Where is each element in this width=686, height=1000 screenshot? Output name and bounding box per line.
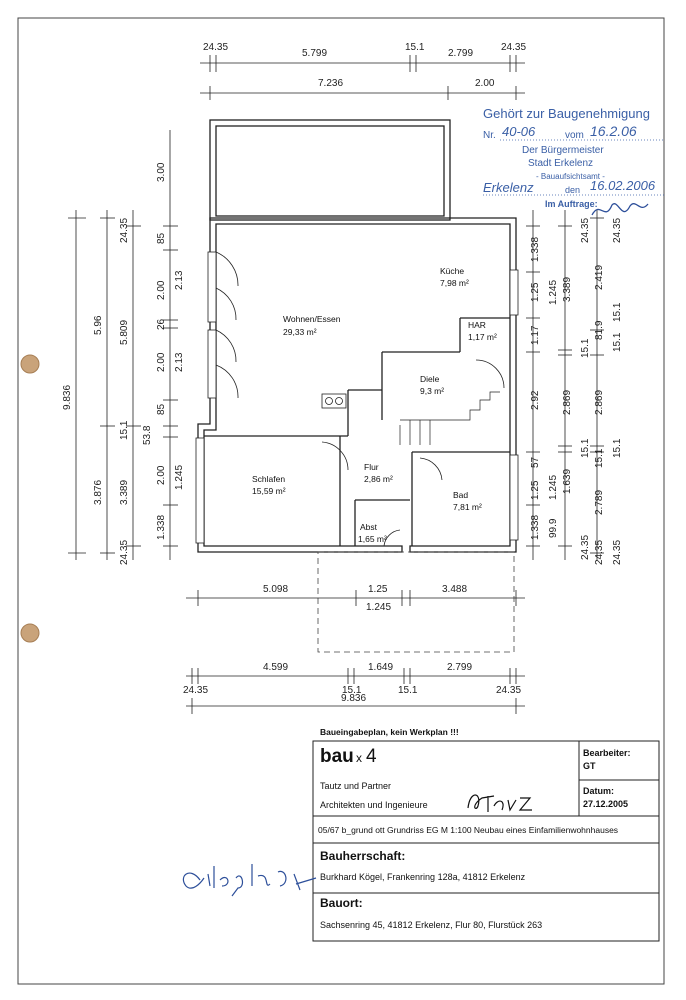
dim-top1-0: 24.35: [203, 42, 229, 53]
room-schlafen-area: 15,59 m²: [252, 486, 286, 496]
room-schlafen-name: Schlafen: [252, 474, 286, 484]
dim-top1-1: 5.799: [302, 48, 328, 59]
dim-left-small-2: 24.35: [119, 539, 130, 565]
dim-right3-4: 15.1: [594, 448, 605, 468]
dim-right4-3: 15.1: [612, 438, 623, 458]
dim-bottom1-3: 1.245: [366, 602, 392, 613]
tb-firm1: Tautz und Partner: [320, 781, 392, 791]
dim-right3-2: 81.9: [594, 320, 605, 340]
dim-right2-7: 99.9: [548, 518, 559, 538]
dim-bottom3-1: 15.1: [342, 685, 362, 696]
tb-notice: Baueingabeplan, kein Werkplan !!!: [320, 727, 459, 737]
title-block: [313, 727, 659, 941]
dim-right2-6: 1.639: [562, 468, 573, 494]
dim-top2-1: 2.00: [475, 78, 495, 89]
dim-bottom3-3: 24.35: [496, 685, 522, 696]
architect-signature: [468, 795, 532, 812]
stamp-line2: Stadt Erkelenz: [528, 158, 594, 169]
dim-left-outer: 9.836: [62, 384, 73, 410]
room-wohnen-area: 29,33 m²: [283, 327, 317, 337]
tb-datum-label: Datum:: [583, 786, 614, 796]
dim-right2-5: 1.245: [548, 474, 559, 500]
tb-bauort-value: Sachsenring 45, 41812 Erkelenz, Flur 80, Flurstück 263: [320, 920, 543, 930]
stamp-den-value: 16.02.2006: [590, 178, 656, 193]
dim-right1-0: 1.338: [530, 236, 541, 262]
dim-top2-0: 7.236: [318, 78, 344, 89]
dim-bottom2-0: 4.599: [263, 662, 289, 673]
carport-outline: [318, 552, 514, 652]
stamp-line3: - Bauaufsichtsamt -: [536, 172, 605, 181]
dim-bottom1-2: 3.488: [442, 584, 468, 595]
tb-bearbeiter-label: Bearbeiter:: [583, 748, 631, 758]
dim-left-col-3: 2.13: [174, 270, 185, 290]
stamp-signature: [592, 204, 648, 215]
dim-right4-4: 24.35: [612, 539, 623, 565]
tb-logo-bau: bau: [320, 746, 354, 767]
dim-left-col-0: 3.00: [156, 162, 167, 182]
dim-left-mid-1: 3.876: [93, 479, 104, 505]
owner-signature: [183, 864, 316, 896]
dim-bottom3-2: 15.1: [398, 685, 418, 696]
room-diele-area: 9,3 m²: [420, 386, 445, 396]
dim-left-col-9: 2.00: [156, 465, 167, 485]
stamp-line1: Der Bürgermeister: [522, 145, 604, 156]
dim-left-col-4: 26: [156, 318, 167, 330]
room-diele-name: Diele: [420, 374, 440, 384]
dim-top1-2: 15.1: [405, 42, 425, 53]
stamp-vom-label: vom: [565, 130, 584, 141]
dim-bottom1-1: 1.25: [368, 584, 388, 595]
dim-left-mid-0: 5.96: [93, 315, 104, 335]
tb-bauherr-value: Burkhard Kögel, Frankenring 128a, 41812 Erkelenz: [320, 872, 526, 882]
stamp-nr-label: Nr.: [483, 130, 496, 141]
dim-bottom1-0: 5.098: [263, 584, 289, 595]
room-abst-name: Abst: [360, 522, 378, 532]
dim-left-col-2: 2.00: [156, 280, 167, 300]
dim-bottom3-4: 9.836: [341, 693, 367, 704]
dim-top1-3: 2.799: [448, 48, 474, 59]
punch-hole-icon: [21, 355, 39, 373]
dim-right2-1: 3.389: [562, 276, 573, 302]
dim-right1-2: 1.17: [530, 325, 541, 345]
stamp-nr-value: 40-06: [502, 124, 536, 139]
dim-right1-1: 1.25: [530, 282, 541, 302]
dim-left-col-8: 53.8: [142, 425, 153, 445]
room-kueche-area: 7,98 m²: [440, 278, 469, 288]
dim-left-col-7: 85: [156, 403, 167, 415]
room-abst-area: 1,65 m²: [358, 534, 387, 544]
dim-left-col-5: 2.00: [156, 352, 167, 372]
stamp-den-label: den: [565, 185, 581, 195]
room-wohnen-name: Wohnen/Essen: [283, 314, 341, 324]
dim-left-small-1: 15.1: [119, 420, 130, 440]
room-flur-name: Flur: [364, 462, 379, 472]
dim-right1-4: 57: [530, 456, 541, 468]
dim-bottom2-1: 1.649: [368, 662, 394, 673]
room-bad-area: 7,81 m²: [453, 502, 482, 512]
dim-right1-6: 1.338: [530, 514, 541, 540]
dim-right2-0: 1.245: [548, 279, 559, 305]
stamp-city-hand: Erkelenz: [483, 180, 534, 195]
dim-right4-0: 24.35: [612, 217, 623, 243]
dim-right3-5: 2.789: [594, 489, 605, 515]
tb-logo-num: 4: [366, 746, 377, 767]
dim-left-inner-1: 3.389: [119, 479, 130, 505]
stamp-title: Gehört zur Baugenehmigung: [483, 106, 650, 121]
room-bad-name: Bad: [453, 490, 469, 500]
stamp-auftrag: Im Auftrage:: [545, 199, 598, 209]
staircase: [400, 392, 500, 445]
approval-stamp: [483, 106, 665, 215]
tb-firm2: Architekten und Ingenieure: [320, 800, 428, 810]
dim-right3-1: 2.419: [594, 264, 605, 290]
dim-bottom3-0: 24.35: [183, 685, 209, 696]
dim-right2-8: 24.35: [580, 534, 591, 560]
tb-datum-value: 27.12.2005: [583, 799, 629, 809]
tb-logo-x: x: [356, 751, 362, 765]
punch-hole-icon: [21, 624, 39, 642]
room-flur-area: 2,86 m²: [364, 474, 393, 484]
room-har-area: 1,17 m²: [468, 332, 497, 342]
dim-left-inner-0: 5.809: [119, 319, 130, 345]
dim-left-col-10: 1.245: [174, 464, 185, 490]
room-har-name: HAR: [468, 320, 486, 330]
dim-left-col-6: 2.13: [174, 352, 185, 372]
dim-right2-4: 15.1: [580, 438, 591, 458]
dim-right2-2: 15.1: [580, 338, 591, 358]
dim-left-col-1: 85: [156, 232, 167, 244]
stove-icon: [322, 394, 346, 408]
dim-bottom2-2: 2.799: [447, 662, 473, 673]
dim-right1-5: 1.25: [530, 480, 541, 500]
dim-left-small-0: 24.35: [119, 217, 130, 243]
dim-left-col-11: 1.338: [156, 514, 167, 540]
dim-top1-4: 24.35: [501, 42, 527, 53]
dim-right3-0: 24.35: [580, 217, 591, 243]
tb-bauherr-label: Bauherrschaft:: [320, 849, 406, 863]
dim-right4-2: 15.1: [612, 332, 623, 352]
tb-bauort-label: Bauort:: [320, 896, 363, 910]
tb-project: 05/67 b_grund ott Grundriss EG M 1:100 Neubau eines Einfamilienwohnhauses: [318, 825, 619, 835]
dim-right4-1: 15.1: [612, 302, 623, 322]
dim-right3-6: 24.35: [594, 539, 605, 565]
room-kueche-name: Küche: [440, 266, 465, 276]
dim-right1-3: 2.92: [530, 390, 541, 410]
tb-bearbeiter-value: GT: [583, 761, 596, 771]
stamp-vom-value: 16.2.06: [590, 123, 637, 139]
dim-right2-3: 2.869: [562, 389, 573, 415]
dim-right3-3: 2.869: [594, 389, 605, 415]
